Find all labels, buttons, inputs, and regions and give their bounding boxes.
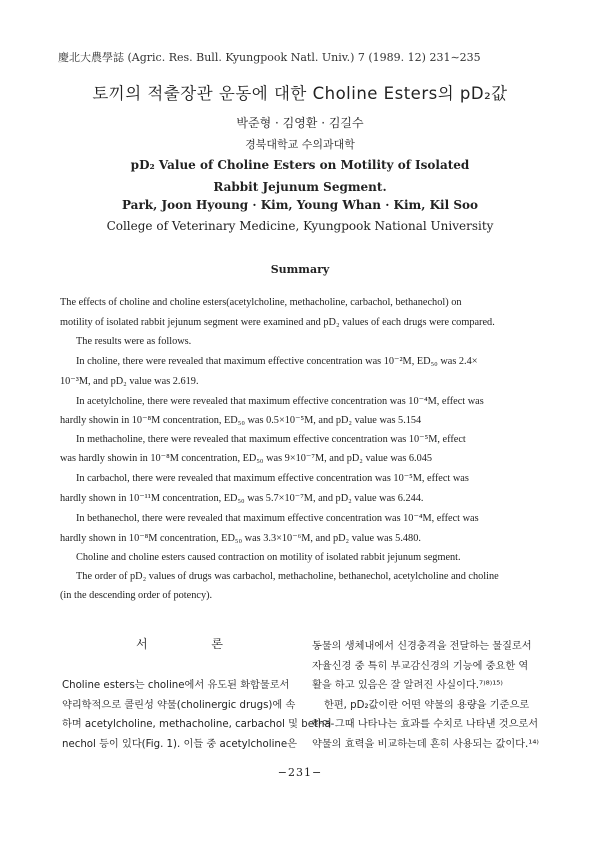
intro-right-line: 약물의 효력을 비교하는데 흔히 사용되는 값이다.¹⁴⁾ bbox=[312, 739, 539, 750]
intro-right-line: 하여 그때 나타나는 효과를 수치로 나타낸 것으로서 bbox=[312, 719, 539, 730]
english-title bbox=[0, 154, 600, 198]
journal-citation: 慶北大農學誌 (Agric. Res. Bull. Kyungpook Natl. Univ.) 7 (1989. 12) 231∼235 bbox=[58, 51, 481, 64]
intro-right-line: 한편, pD₂값이란 어떤 약물의 용량을 기준으로 bbox=[324, 700, 530, 711]
summary-line: Choline and choline esters caused contraction on motility of isolated rabbit jejunum segment. bbox=[76, 552, 461, 563]
summary-line: (in the descending order of potency). bbox=[60, 590, 213, 601]
summary-line: motility of isolated rabbit jejunum segment were examined and pD₂ values of each drugs were compared. bbox=[60, 317, 495, 328]
intro-left-line: 약리학적으로 콜린성 약물(cholinergic drugs)에 속 bbox=[62, 700, 296, 711]
korean-title: 토끼의 적출장관 운동에 대한 Choline Esters의 pD₂값 bbox=[92, 84, 508, 103]
summary-line: The results were as follows. bbox=[76, 336, 192, 347]
korean-authors: 박준형 · 김영환 · 김길수 bbox=[236, 116, 364, 130]
intro-left-line: 하며 acetylcholine, methacholine, carbachol 및 betha- bbox=[62, 719, 335, 730]
summary-line: In choline, there were revealed that maximum effective concentration was 10⁻²M, ED₅₀ was 2.4× bbox=[76, 356, 478, 367]
intro-left-line: Choline esters는 choline에서 유도된 화합물로서 bbox=[62, 680, 290, 691]
intro-right-line: 자율신경 중 특히 부교감신경의 기능에 중요한 역 bbox=[312, 661, 529, 672]
summary-line: The order of pD₂ values of drugs was carbachol, methacholine, bethanechol, acetylcholine and choline bbox=[76, 571, 499, 582]
summary-line: In carbachol, there were revealed that maximum effective concentration was 10⁻⁵M, effect was bbox=[76, 473, 469, 484]
summary-line: was hardly showin in 10⁻⁸M concentration, ED₅₀ was 9×10⁻⁷M, and pD₂ value was 6.045 bbox=[60, 453, 433, 464]
english-title-line-2: Rabbit Jejunum Segment. bbox=[213, 180, 387, 194]
summary-line: hardly shown in 10⁻¹¹M concentration, ED₅₀ was 5.7×10⁻⁷M, and pD₂ value was 6.244. bbox=[60, 493, 424, 504]
summary-line: hardly shown in 10⁻⁸M concentration, ED₅₀ was 3.3×10⁻⁶M, and pD₂ value was 5.480. bbox=[60, 533, 421, 544]
english-authors: Park, Joon Hyoung · Kim, Young Whan · Kim, Kil Soo bbox=[121, 198, 478, 212]
intro-left-line: nechol 등이 있다(Fig. 1). 이들 중 acetylcholine은 bbox=[62, 739, 297, 750]
intro-right-line: 동물의 생체내에서 신경충격을 전달하는 물질로서 bbox=[312, 641, 532, 652]
summary-heading: Summary bbox=[270, 263, 330, 276]
summary-line: The effects of choline and choline esters(acetylcholine, methacholine, carbachol, bethanechol) on bbox=[60, 297, 462, 308]
page-number: −231− bbox=[277, 766, 323, 779]
summary-line: In bethanechol, there were revealed that maximum effective concentration was 10⁻⁴M, effect was bbox=[76, 513, 479, 524]
english-affiliation: College of Veterinary Medicine, Kyungpook National University bbox=[106, 219, 494, 233]
summary-line: hardly showin in 10⁻⁸M concentration, ED₅₀ was 0.5×10⁻⁵M, and pD₂ value was 5.154 bbox=[60, 415, 422, 426]
korean-affiliation: 경북대학교 수의과대학 bbox=[245, 138, 355, 151]
summary-line: In methacholine, there were revealed that maximum effective concentration was 10⁻⁵M, effect bbox=[76, 434, 466, 445]
intro-right-line: 활을 하고 있음은 잘 알려진 사실이다.⁷⁾⁸⁾¹⁵⁾ bbox=[312, 680, 503, 691]
summary-line: 10⁻³M, and pD₂ value was 2.619. bbox=[60, 376, 199, 387]
english-title-line-1: pD₂ Value of Choline Esters on Motility of Isolated bbox=[130, 158, 470, 172]
summary-line: In acetylcholine, there were revealed that maximum effective concentration was 10⁻⁴M, effect was bbox=[76, 396, 484, 407]
introduction-heading: 서 론 bbox=[136, 637, 253, 651]
